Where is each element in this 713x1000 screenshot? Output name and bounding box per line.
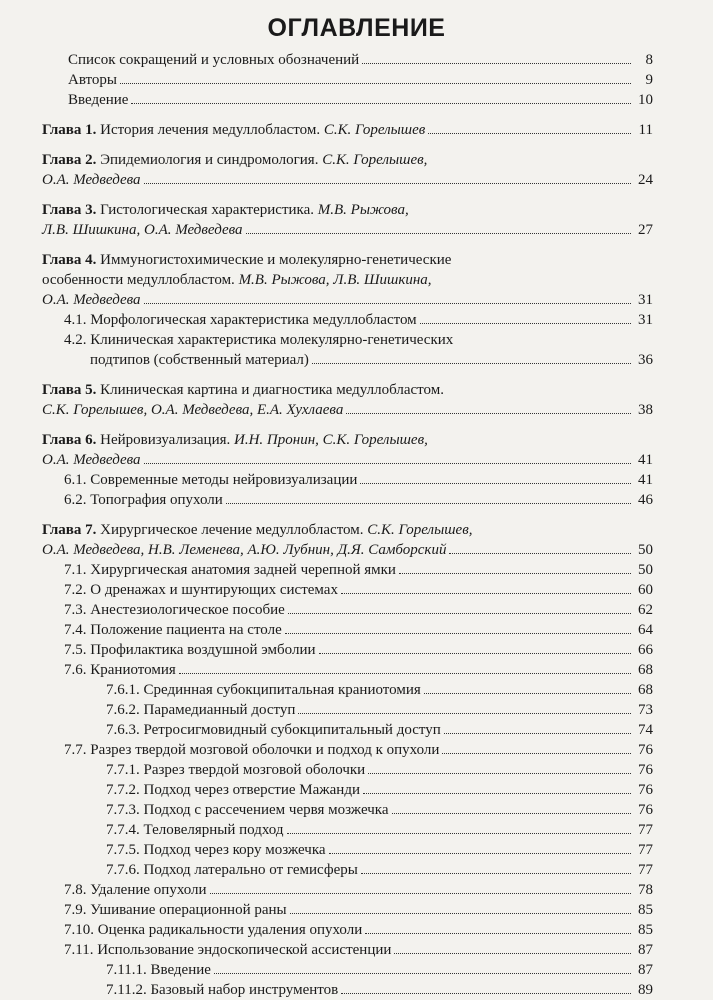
page-number: 11 (638, 122, 653, 138)
page-number: 85 (638, 922, 653, 938)
dot-leader (288, 613, 631, 614)
toc-subsection[interactable] (42, 700, 653, 720)
chapter-label: Глава 4. (42, 252, 97, 268)
chapter-title: Клиническая картина и диагностика медуллобластом. (96, 382, 444, 398)
toc-section[interactable] (42, 880, 653, 900)
toc-section[interactable] (42, 330, 653, 350)
dot-leader (394, 953, 631, 954)
page-number: 41 (638, 472, 653, 488)
chapter-authors: О.А. Медведева (42, 452, 141, 468)
dot-leader (363, 793, 631, 794)
section-number: 4.2. (64, 332, 87, 348)
dot-leader (120, 83, 631, 84)
section-title: 7.5. Профилактика воздушной эмболии (64, 642, 316, 658)
page-number: 36 (638, 352, 653, 368)
dot-leader (428, 133, 631, 134)
page-number: 87 (638, 962, 653, 978)
dot-leader (144, 183, 631, 184)
toc-section[interactable] (42, 660, 653, 680)
toc-subsection[interactable] (42, 780, 653, 800)
section-title: 7.9. Ушивание операционной раны (64, 902, 287, 918)
dot-leader (346, 413, 631, 414)
toc-entry[interactable] (42, 70, 653, 90)
chapter-authors: С.К. Горелышев, О.А. Медведева, Е.А. Хухлаева (42, 402, 344, 418)
toc-section[interactable] (42, 900, 653, 920)
section-number: 4.1. (64, 312, 87, 328)
section-title: Современные методы нейровизуализации (86, 472, 358, 488)
toc-section[interactable] (42, 920, 653, 940)
page-number: 31 (638, 312, 653, 328)
section-title: 7.6.1. Срединная субокципитальная краниотомия (106, 682, 421, 698)
chapter-authors: И.Н. Пронин, С.К. Горелышев, (234, 432, 428, 448)
section-title: 7.11.1. Введение (106, 962, 211, 978)
dot-leader (341, 993, 631, 994)
toc-subsection[interactable] (42, 860, 653, 880)
chapter-authors: О.А. Медведева (42, 172, 141, 188)
dot-leader (360, 483, 631, 484)
page-number: 76 (638, 802, 653, 818)
section-title: Топография опухоли (86, 492, 223, 508)
dot-leader (131, 103, 631, 104)
dot-leader (179, 673, 631, 674)
section-title: 7.1. Хирургическая анатомия задней черепной ямки (64, 562, 396, 578)
section-title: 7.7.1. Разрез твердой мозговой оболочки (106, 762, 366, 778)
chapter-authors: Л.В. Шишкина, О.А. Медведева (42, 222, 243, 238)
toc-subsection[interactable] (42, 800, 653, 820)
toc-subsection[interactable] (42, 720, 653, 740)
toc-subsection[interactable] (42, 820, 653, 840)
chapter-label: Глава 5. (42, 382, 97, 398)
chapter-label: Глава 2. (42, 152, 97, 168)
chapter-authors: С.К. Горелышев, (322, 152, 428, 168)
table-of-contents (42, 50, 653, 1000)
section-title: 7.7.4. Теловелярный подход (106, 822, 284, 838)
toc-chapter-5-cont[interactable] (42, 400, 653, 420)
dot-leader (144, 303, 631, 304)
chapter-authors: О.А. Медведева, Н.В. Леменева, А.Ю. Лубнин, Д.Я. Самборский (42, 542, 447, 558)
toc-entry[interactable] (42, 50, 653, 70)
toc-section[interactable] (42, 740, 653, 760)
section-title: 7.7. Разрез твердой мозговой оболочки и подход к опухоли (64, 742, 440, 758)
dot-leader (226, 503, 631, 504)
chapter-label: Глава 6. (42, 432, 97, 448)
section-title: Клиническая характеристика молекулярно-генетических (86, 332, 454, 348)
dot-leader (210, 893, 631, 894)
page-number: 46 (638, 492, 653, 508)
dot-leader (449, 553, 631, 554)
dot-leader (362, 63, 631, 64)
toc-chapter-4-cont[interactable] (42, 270, 653, 290)
section-title: 7.10. Оценка радикальности удаления опухоли (64, 922, 363, 938)
section-title: 7.11. Использование эндоскопической ассистенции (64, 942, 392, 958)
toc-section[interactable] (42, 560, 653, 580)
page-number: 78 (638, 882, 653, 898)
section-title: 7.6.3. Ретросигмовидный субокципитальный доступ (106, 722, 441, 738)
dot-leader (424, 693, 631, 694)
page-number: 76 (638, 782, 653, 798)
toc-section[interactable] (42, 580, 653, 600)
dot-leader (312, 363, 631, 364)
section-title: 7.7.3. Подход с рассечением червя мозжечка (106, 802, 389, 818)
dot-leader (368, 773, 631, 774)
dot-leader (420, 323, 631, 324)
toc-chapter-5[interactable] (42, 380, 653, 400)
page-number: 76 (638, 742, 653, 758)
chapter-label: Глава 1. (42, 122, 97, 138)
toc-subsection[interactable] (42, 980, 653, 1000)
page-number: 77 (638, 822, 653, 838)
dot-leader (444, 733, 631, 734)
chapter-authors: С.К. Горелышев, (367, 522, 473, 538)
section-title: 7.7.5. Подход через кору мозжечка (106, 842, 326, 858)
toc-chapter-4[interactable] (42, 250, 653, 270)
section-title: 7.7.6. Подход латерально от гемисферы (106, 862, 358, 878)
toc-chapter-6[interactable] (42, 430, 653, 450)
chapter-label: Глава 7. (42, 522, 97, 538)
toc-section[interactable] (42, 600, 653, 620)
page-title: ОГЛАВЛЕНИЕ (267, 14, 446, 42)
chapter-title: особенности медуллобластом. (42, 272, 239, 288)
dot-leader (285, 633, 631, 634)
page-number: 24 (638, 172, 653, 188)
page-number: 31 (638, 292, 653, 308)
toc-entry[interactable] (42, 90, 653, 110)
chapter-title: Хирургическое лечение медуллобластом. (96, 522, 368, 538)
chapter-authors: О.А. Медведева (42, 292, 141, 308)
page-number: 68 (638, 662, 653, 678)
entry-text: Авторы (68, 72, 117, 88)
dot-leader (287, 833, 631, 834)
page-number: 89 (638, 982, 653, 998)
toc-chapter-6-cont[interactable] (42, 450, 653, 470)
toc-chapter-3-cont[interactable] (42, 220, 653, 240)
dot-leader (214, 973, 631, 974)
chapter-title: История лечения медуллобластом. (96, 122, 324, 138)
page-number: 60 (638, 582, 653, 598)
toc-chapter-4-cont[interactable] (42, 290, 653, 310)
section-title: 7.4. Положение пациента на столе (64, 622, 282, 638)
page-number: 76 (638, 762, 653, 778)
dot-leader (144, 463, 631, 464)
entry-text: Введение (68, 92, 129, 108)
section-title: 7.6.2. Парамедианный доступ (106, 702, 296, 718)
page-number: 64 (638, 622, 653, 638)
section-title: 7.7.2. Подход через отверстие Мажанди (106, 782, 360, 798)
toc-subsection[interactable] (42, 840, 653, 860)
chapter-title: Гистологическая характеристика. (96, 202, 318, 218)
dot-leader (399, 573, 631, 574)
toc-section[interactable] (42, 940, 653, 960)
dot-leader (298, 713, 631, 714)
page-number: 41 (638, 452, 653, 468)
dot-leader (361, 873, 631, 874)
page-number: 10 (638, 92, 653, 108)
page-number: 38 (638, 402, 653, 418)
dot-leader (442, 753, 631, 754)
section-title: 7.8. Удаление опухоли (64, 882, 207, 898)
chapter-label: Глава 3. (42, 202, 97, 218)
chapter-7-sections (42, 560, 653, 1000)
page-number: 85 (638, 902, 653, 918)
page-number: 50 (638, 562, 653, 578)
dot-leader (365, 933, 631, 934)
section-title: 7.11.2. Базовый набор инструментов (106, 982, 339, 998)
page-number: 62 (638, 602, 653, 618)
toc-chapter-7[interactable] (42, 520, 653, 540)
entry-text: Список сокращений и условных обозначений (68, 52, 360, 68)
section-title: подтипов (собственный материал) (90, 352, 309, 368)
page-number: 66 (638, 642, 653, 658)
toc-section[interactable] (42, 470, 653, 490)
page-number: 77 (638, 842, 653, 858)
section-number: 6.1. (64, 472, 87, 488)
page-number: 74 (638, 722, 653, 738)
page-number: 27 (638, 222, 653, 238)
page-number: 9 (645, 72, 653, 88)
section-title: 7.2. О дренажах и шунтирующих системах (64, 582, 338, 598)
chapter-authors: М.В. Рыжова, Л.В. Шишкина, (238, 272, 432, 288)
dot-leader (319, 653, 631, 654)
toc-chapter-7-cont[interactable] (42, 540, 653, 560)
page-number: 73 (638, 702, 653, 718)
dot-leader (392, 813, 631, 814)
toc-section-cont[interactable] (42, 350, 653, 370)
dot-leader (246, 233, 631, 234)
chapter-authors: С.К. Горелышев (323, 122, 426, 138)
chapter-authors: М.В. Рыжова, (317, 202, 409, 218)
toc-subsection[interactable] (42, 960, 653, 980)
toc-section[interactable] (42, 620, 653, 640)
dot-leader (290, 913, 631, 914)
dot-leader (341, 593, 631, 594)
dot-leader (329, 853, 631, 854)
page-number: 87 (638, 942, 653, 958)
chapter-title: Нейровизуализация. (96, 432, 235, 448)
toc-chapter-2[interactable] (42, 150, 653, 170)
page-number: 8 (645, 52, 653, 68)
toc-section[interactable] (42, 640, 653, 660)
section-title: 7.6. Краниотомия (64, 662, 176, 678)
toc-section[interactable] (42, 310, 653, 330)
toc-chapter-1[interactable] (42, 120, 653, 140)
toc-chapter-3[interactable] (42, 200, 653, 220)
page-number: 77 (638, 862, 653, 878)
page-number: 68 (638, 682, 653, 698)
toc-section[interactable] (42, 490, 653, 510)
toc-subsection[interactable] (42, 760, 653, 780)
chapter-title: Иммуногистохимические и молекулярно-генетические (96, 252, 452, 268)
section-number: 6.2. (64, 492, 87, 508)
chapter-title: Эпидемиология и синдромология. (96, 152, 323, 168)
toc-subsection[interactable] (42, 680, 653, 700)
page-number: 50 (638, 542, 653, 558)
section-title: Морфологическая характеристика медуллобластом (86, 312, 417, 328)
toc-chapter-2-cont[interactable] (42, 170, 653, 190)
section-title: 7.3. Анестезиологическое пособие (64, 602, 285, 618)
